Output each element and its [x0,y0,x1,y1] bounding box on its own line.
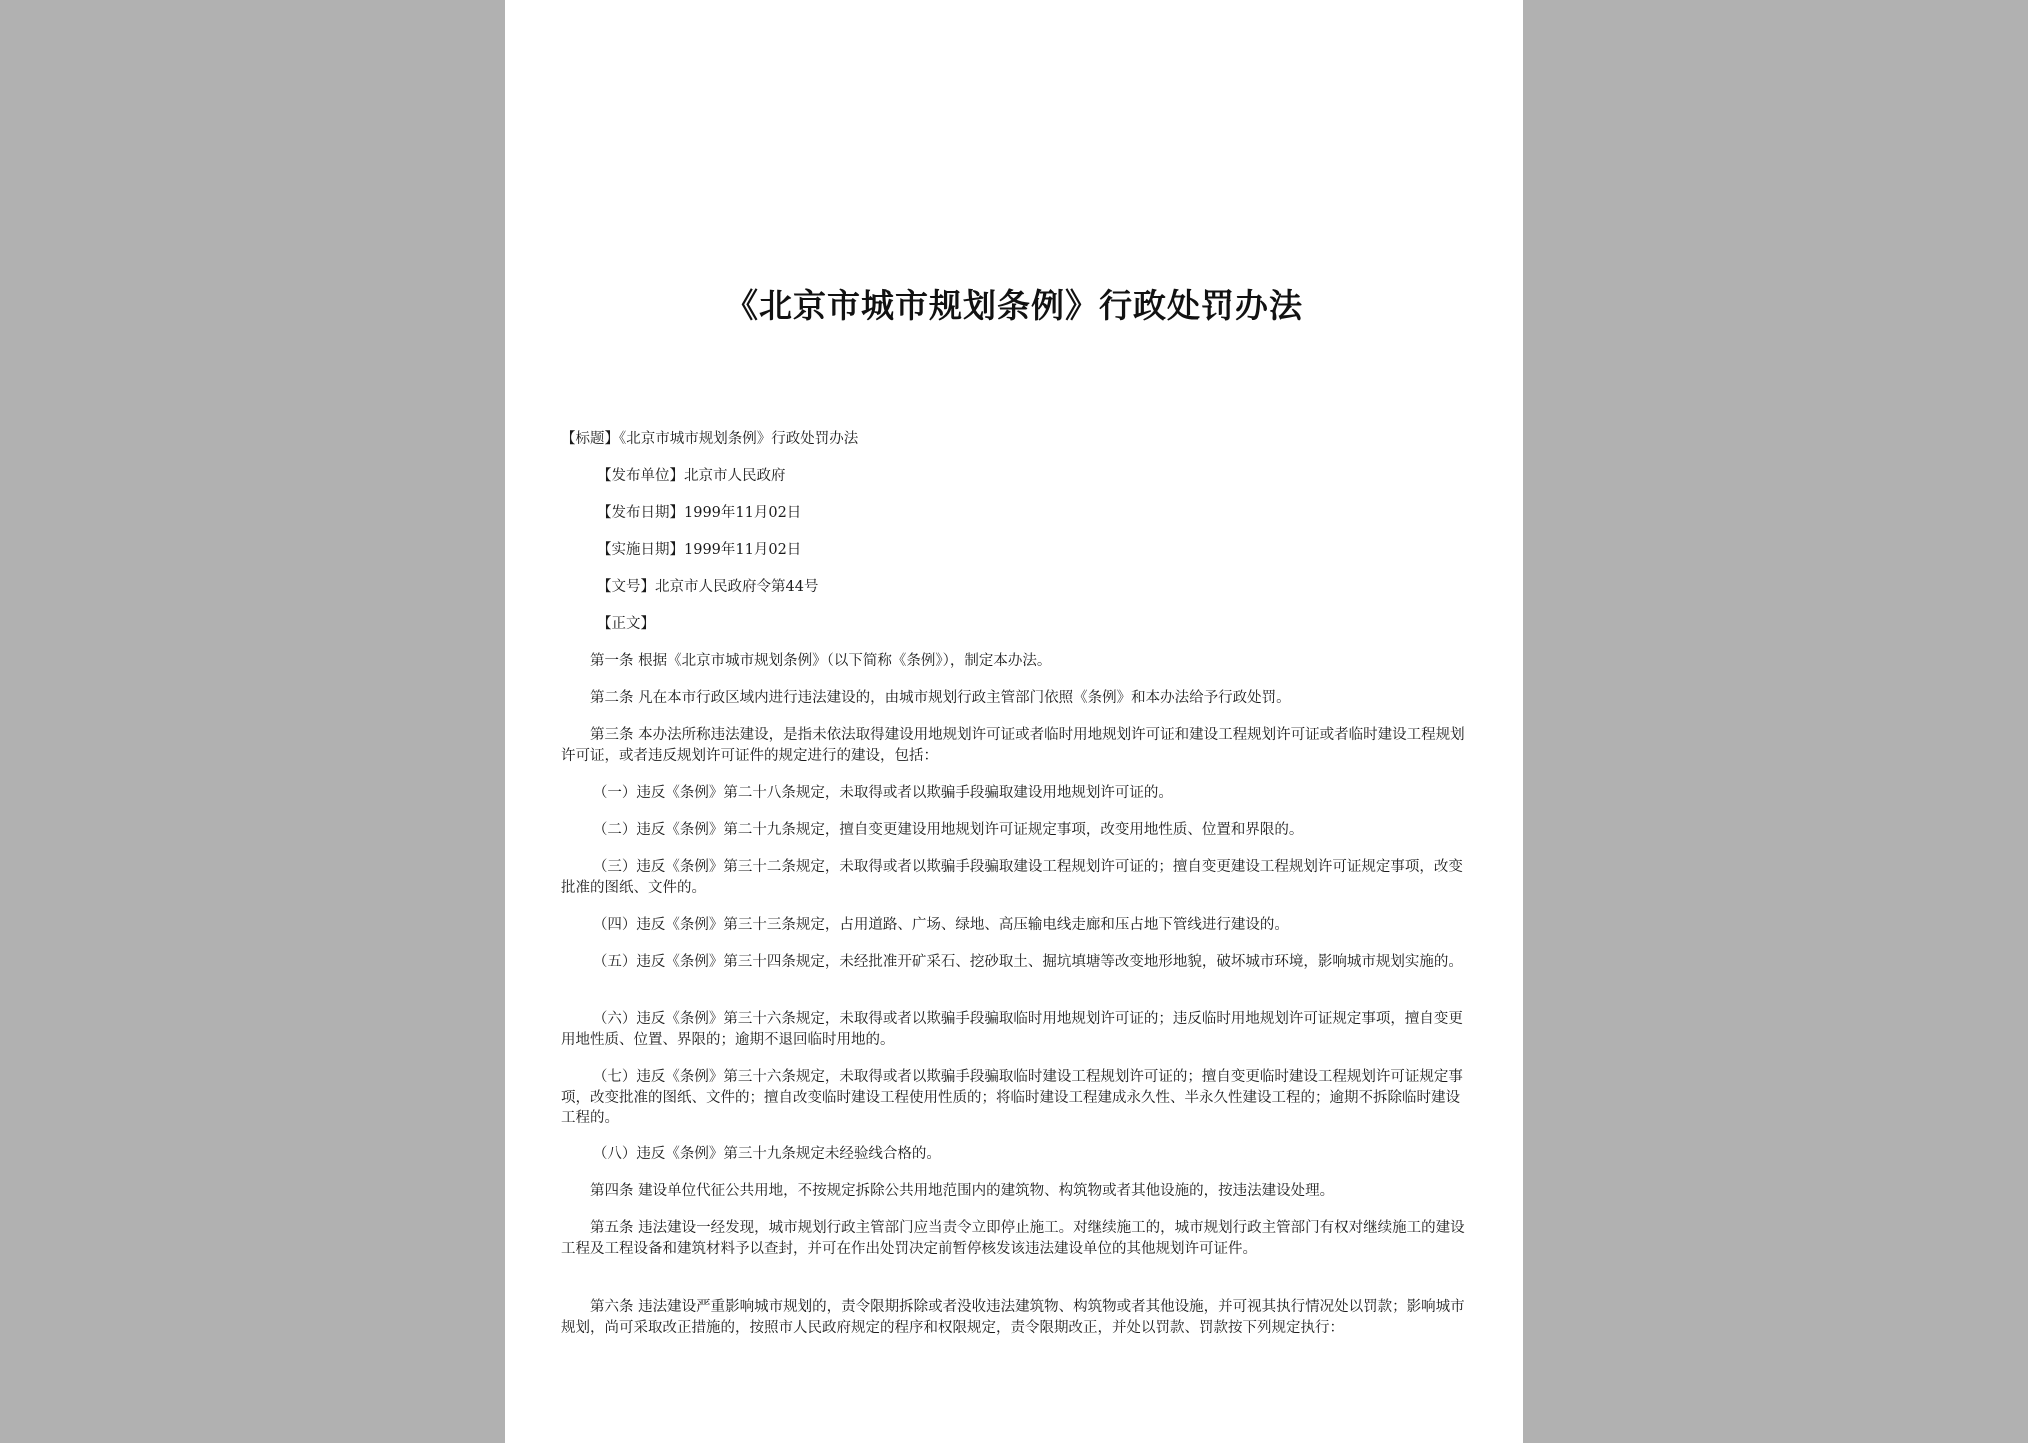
article-clause: （一）违反《条例》第二十八条规定，未取得或者以欺骗手段骗取建设用地规划许可证的。 [592,785,1173,801]
meta-issue-date-line: 【发布日期】1999年11月02日 [597,505,802,521]
article-clause: （六）违反《条例》第三十六条规定，未取得或者以欺骗手段骗取临时用地规划许可证的；违反临时用地规划许可证规定事项，擅自变更用地性质、位置、界限的；逾期不退回临时用地的。 [561,1011,1463,1048]
meta-effective-date-line: 【实施日期】1999年11月02日 [597,542,802,558]
article-clause: （五）违反《条例》第三十四条规定，未经批准开矿采石、挖砂取土、掘坑填塘等改变地形地貌，破坏城市环境，影响城市规划实施的。 [592,954,1463,970]
meta-issuer-line: 【发布单位】北京市人民政府 [597,468,786,484]
article-clause: （二）违反《条例》第二十九条规定，擅自变更建设用地规划许可证规定事项，改变用地性质、位置和界限的。 [592,822,1304,838]
document-title: 《北京市城市规划条例》行政处罚办法 [725,286,1303,325]
article-paragraph: 第四条 建设单位代征公共用地，不按规定拆除公共用地范围内的建筑物、构筑物或者其他设施的，按违法建设处理。 [590,1183,1335,1199]
meta-body-label: 【正文】 [597,616,655,632]
article-paragraph: 第三条 本办法所称违法建设，是指未依法取得建设用地规划许可证或者临时用地规划许可证和建设工程规划许可证或者临时建设工程规划许可证，或者违反规划许可证件的规定进行的建设，包括： [561,727,1465,764]
article-paragraph: 第二条 凡在本市行政区域内进行违法建设的，由城市规划行政主管部门依照《条例》和本办法给予行政处罚。 [590,690,1291,706]
meta-title-line: 【标题】《北京市城市规划条例》行政处罚办法 [561,431,859,447]
article-clause: （八）违反《条例》第三十九条规定未经验线合格的。 [592,1146,941,1162]
article-clause: （三）违反《条例》第三十二条规定，未取得或者以欺骗手段骗取建设工程规划许可证的；擅自变更建设工程规划许可证规定事项，改变批准的图纸、文件的。 [561,859,1463,896]
article-clause: （四）违反《条例》第三十三条规定，占用道路、广场、绿地、高压输电线走廊和压占地下管线进行建设的。 [592,917,1289,933]
document-page [505,0,1523,1443]
article-paragraph: 第一条 根据《北京市城市规划条例》（以下简称《条例》），制定本办法。 [590,653,1052,669]
meta-doc-number-line: 【文号】北京市人民政府令第44号 [597,579,819,595]
article-clause: （七）违反《条例》第三十六条规定，未取得或者以欺骗手段骗取临时建设工程规划许可证的；擅自变更临时建设工程规划许可证规定事项，改变批准的图纸、文件的；擅自改变临时建设工程使用性质的；将临时建设工程建成永久性、半永久性建设工程的；逾期不拆除临时建设工程的。 [561,1069,1463,1126]
article-paragraph: 第五条 违法建设一经发现，城市规划行政主管部门应当责令立即停止施工。对继续施工的，城市规划行政主管部门有权对继续施工的建设工程及工程设备和建筑材料予以查封，并可在作出处罚决定前暂停核发该违法建设单位的其他规划许可证件。 [561,1220,1465,1257]
article-paragraph: 第六条 违法建设严重影响城市规划的，责令限期拆除或者没收违法建筑物、构筑物或者其他设施，并可视其执行情况处以罚款；影响城市规划，尚可采取改正措施的，按照市人民政府规定的程序和权限规定，责令限期改正，并处以罚款、罚款按下列规定执行： [561,1299,1465,1336]
